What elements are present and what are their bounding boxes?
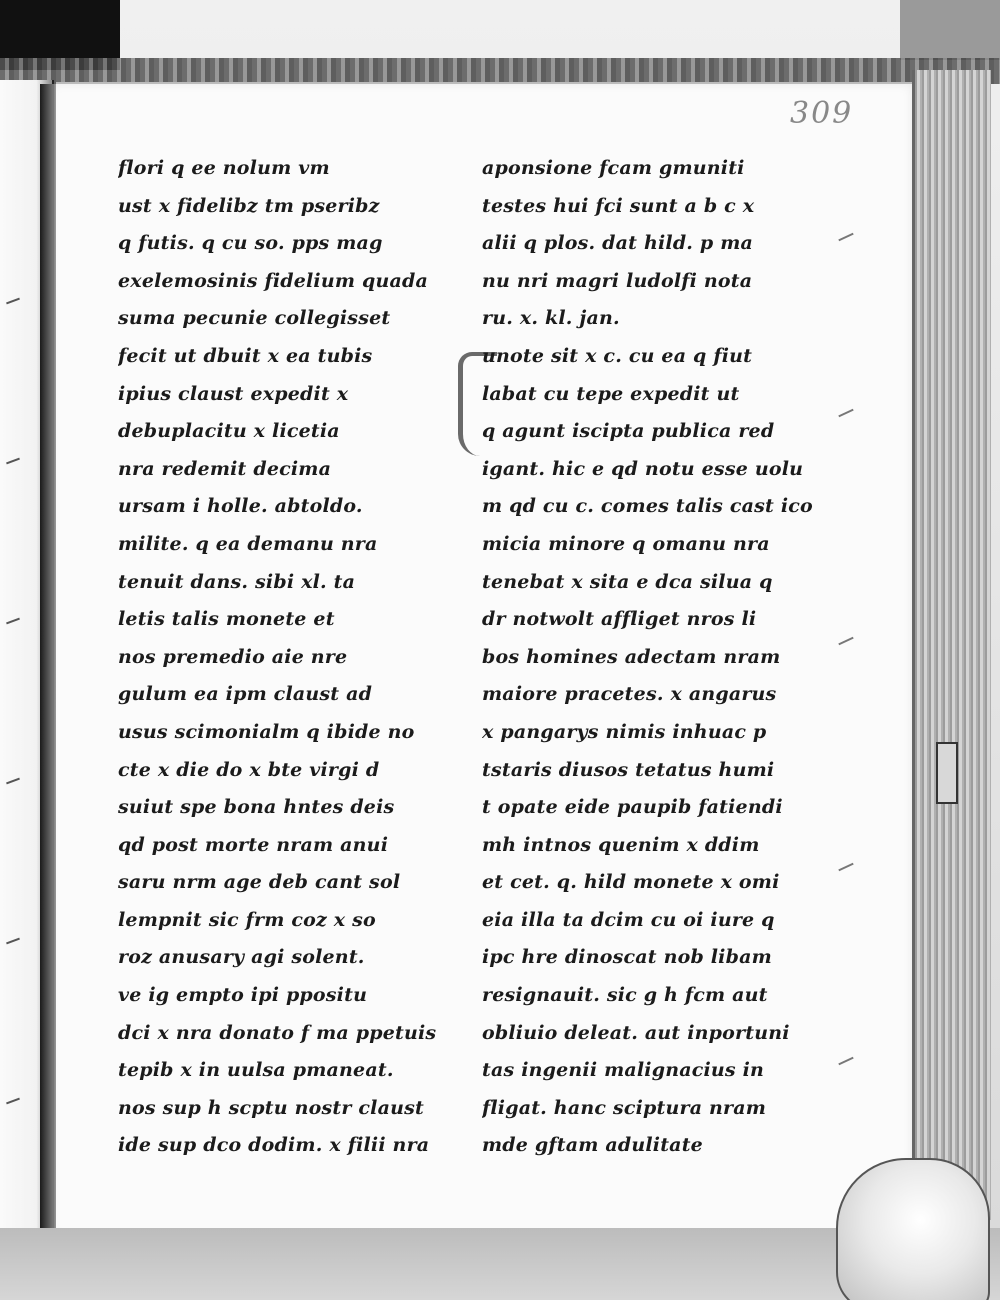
text-line: dr notwolt affliget nros li: [482, 608, 757, 631]
text-line: fligat. hanc sciptura nram: [482, 1096, 767, 1119]
text-line: et cet. q. hild monete x omi: [482, 871, 780, 894]
text-line: igant. hic e qd notu esse uolu: [482, 457, 804, 480]
margin-mark: [6, 778, 20, 785]
text-line: tstaris diusos tetatus humi: [482, 758, 775, 781]
text-line: roz anusary agi solent.: [118, 946, 365, 969]
text-line: q futis. q cu so. pps mag: [118, 232, 383, 255]
text-line: tepib x in uulsa pmaneat.: [118, 1059, 394, 1082]
text-line: nos premedio aie nre: [118, 645, 348, 668]
text-line: ust x fidelibz tm pseribz: [118, 194, 380, 217]
clasp: [936, 742, 958, 804]
text-line: resignauit. sic g h fcm aut: [482, 984, 768, 1007]
text-line: t opate eide paupib fatiendi: [482, 796, 783, 819]
text-line: cte x die do x bte virgi d: [118, 758, 380, 781]
text-line: qd post morte nram anui: [118, 833, 389, 856]
text-line: ursam i holle. abtoldo.: [118, 495, 363, 518]
background-right: [900, 0, 1000, 60]
text-line: nu nri magri ludolfi nota: [482, 269, 753, 292]
text-line: ipius claust expedit x: [118, 382, 349, 405]
right-text-column: [482, 150, 832, 1165]
text-line: letis talis monete et: [118, 608, 335, 631]
text-line: bos homines adectam nram: [482, 645, 781, 668]
text-line: labat cu tepe expedit ut: [482, 382, 740, 405]
margin-mark: [6, 298, 20, 305]
text-line: ide sup dco dodim. x filii nra: [118, 1134, 430, 1157]
folio-number: 309: [790, 96, 854, 131]
text-line: exelemosinis fidelium quada: [118, 269, 428, 292]
binding-cord: [0, 58, 1000, 84]
margin-mark: [6, 938, 20, 945]
left-text-column: [118, 150, 464, 1165]
text-line: milite. q ea demanu nra: [118, 532, 378, 555]
text-line: saru nrm age deb cant sol: [118, 871, 401, 894]
text-line: m qd cu c. comes talis cast ico: [482, 495, 813, 518]
text-line: ve ig empto ipi ppositu: [118, 984, 368, 1007]
text-line: tenebat x sita e dca silua q: [482, 570, 773, 593]
text-line: nra redemit decima: [118, 457, 332, 480]
text-line: tas ingenii malignacius in: [482, 1059, 765, 1082]
text-line: mde gftam adulitate: [482, 1134, 703, 1157]
text-line: suiut spe bona hntes deis: [118, 796, 395, 819]
text-line: eia illa ta dcim cu oi iure q: [482, 908, 775, 931]
text-line: tenuit dans. sibi xl. ta: [118, 570, 356, 593]
text-line: nos sup h scptu nostr claust: [118, 1096, 424, 1119]
text-line: gulum ea ipm claust ad: [118, 683, 373, 706]
text-line: micia minore q omanu nra: [482, 532, 770, 555]
text-line: obliuio deleat. aut inportuni: [482, 1021, 790, 1044]
text-line: lempnit sic frm coz x so: [118, 908, 376, 931]
text-line: ipc hre dinoscat nob libam: [482, 946, 772, 969]
text-line: q agunt iscipta publica red: [482, 420, 775, 443]
text-line: x pangarys nimis inhuac p: [482, 720, 767, 743]
text-line: testes hui fci sunt a b c x: [482, 194, 755, 217]
text-line: alii q plos. dat hild. p ma: [482, 232, 754, 255]
text-line: usus scimonialm q ibide no: [118, 720, 415, 743]
text-line: aponsione fcam gmuniti: [482, 157, 745, 179]
text-line: ru. x. kl. jan.: [482, 307, 620, 330]
page-edges: [912, 70, 991, 1220]
text-line: mh intnos quenim x ddim: [482, 833, 760, 856]
text-line: unote sit x c. cu ea q fiut: [482, 344, 753, 367]
text-line: dci x nra donato f ma ppetuis: [118, 1021, 437, 1044]
margin-mark: [6, 1098, 20, 1105]
text-line: debuplacitu x licetia: [118, 420, 340, 443]
text-line: suma pecunie collegisset: [118, 307, 391, 330]
text-line: maiore pracetes. x angarus: [482, 683, 777, 706]
margin-mark: [6, 458, 20, 465]
margin-mark: [6, 618, 20, 625]
text-line: fecit ut dbuit x ea tubis: [118, 344, 373, 367]
text-line: flori q ee nolum vm: [118, 157, 330, 179]
thumb: [836, 1158, 990, 1300]
